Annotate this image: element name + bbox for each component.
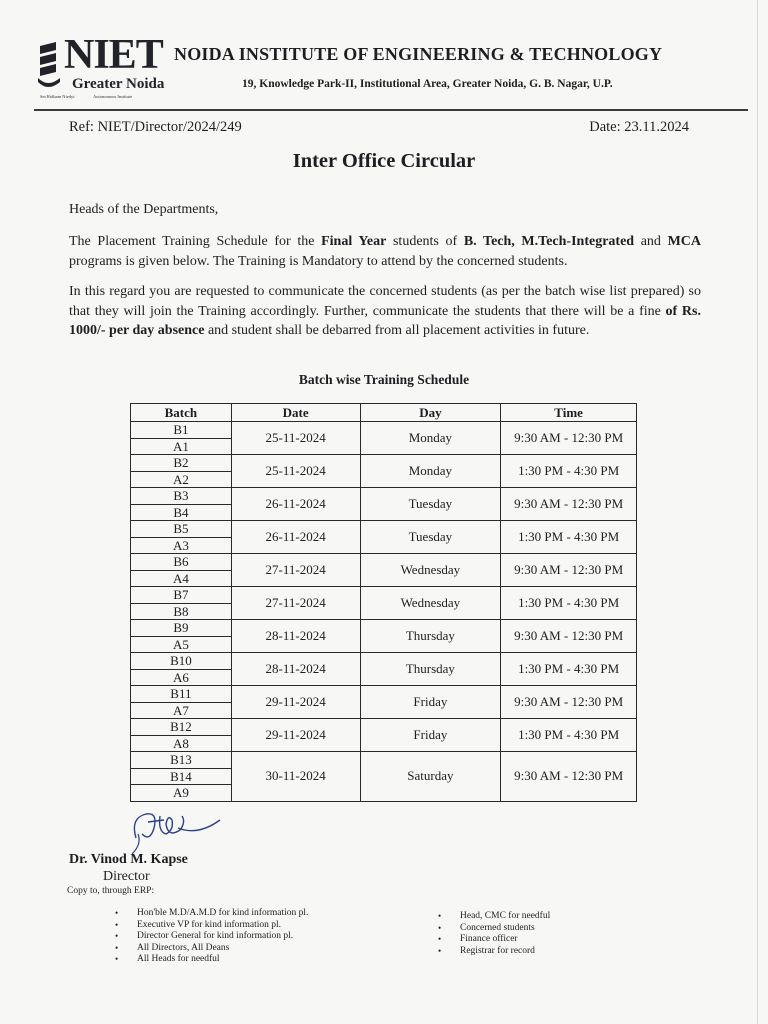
table-row bbox=[131, 752, 637, 769]
table-row bbox=[131, 653, 637, 670]
copy-list-left bbox=[115, 908, 309, 966]
copy-list-text: Finance officer bbox=[460, 934, 518, 945]
table-row bbox=[131, 686, 637, 703]
cell-day: Wednesday bbox=[360, 587, 501, 620]
cell-batch: B7 bbox=[131, 587, 232, 604]
cell-date: 29-11-2024 bbox=[231, 686, 360, 719]
cell-day: Thursday bbox=[360, 653, 501, 686]
institute-address: 19, Knowledge Park-II, Institutional Area, Greater Noida, G. B. Nagar, U.P. bbox=[242, 78, 613, 90]
cell-day: Monday bbox=[360, 422, 501, 455]
cell-time: 9:30 AM - 12:30 PM bbox=[501, 752, 637, 802]
cell-day: Monday bbox=[360, 455, 501, 488]
cell-batch: A9 bbox=[131, 785, 232, 802]
cell-day: Thursday bbox=[360, 620, 501, 653]
cell-time: 9:30 AM - 12:30 PM bbox=[501, 422, 637, 455]
cell-batch: A2 bbox=[131, 471, 232, 488]
paragraph-intro: The Placement Training Schedule for the Final Year students of B. Tech, M.Tech-Integrated and MCA programs is given below. The Training is Mandatory to attend by the concerned students. bbox=[69, 234, 702, 269]
bullet-icon: • bbox=[438, 945, 442, 956]
logo-subtitle: Greater Noida bbox=[72, 76, 165, 92]
cell-date: 26-11-2024 bbox=[231, 488, 360, 521]
bullet-icon: • bbox=[438, 911, 442, 921]
copy-list-item bbox=[115, 931, 308, 943]
bullet-icon: • bbox=[115, 919, 119, 930]
cell-batch: B14 bbox=[131, 768, 232, 785]
header-day: Day bbox=[360, 404, 501, 422]
cell-date: 28-11-2024 bbox=[231, 620, 360, 653]
cell-day: Tuesday bbox=[360, 521, 501, 554]
cell-batch: B3 bbox=[131, 488, 232, 505]
cell-batch: B10 bbox=[131, 653, 232, 670]
header-divider bbox=[34, 109, 748, 111]
table-row bbox=[131, 620, 637, 637]
cell-time: 1:30 PM - 4:30 PM bbox=[501, 455, 637, 488]
copy-list-item bbox=[115, 919, 308, 932]
cell-date: 25-11-2024 bbox=[231, 455, 360, 488]
cell-batch: B13 bbox=[131, 752, 232, 769]
copy-list-text: Concerned students bbox=[460, 922, 535, 933]
copy-list-item bbox=[115, 942, 308, 955]
table-caption: Batch wise Training Schedule bbox=[298, 372, 470, 387]
cell-batch: B11 bbox=[131, 686, 232, 703]
copy-list-right bbox=[438, 911, 551, 957]
circular-date: Date: 23.11.2024 bbox=[589, 119, 689, 135]
signatory-designation: Director bbox=[103, 869, 150, 884]
copy-to-label: Copy to, through ERP: bbox=[67, 886, 155, 896]
cell-batch: A7 bbox=[131, 702, 232, 719]
cell-date: 27-11-2024 bbox=[231, 554, 360, 587]
table-row bbox=[131, 488, 637, 505]
reference-number: Ref: NIET/Director/2024/249 bbox=[69, 119, 242, 135]
cell-time: 9:30 AM - 12:30 PM bbox=[501, 554, 637, 587]
table-row bbox=[131, 521, 637, 538]
cell-time: 9:30 AM - 12:30 PM bbox=[501, 488, 637, 521]
table-body bbox=[131, 422, 637, 802]
cell-day: Tuesday bbox=[360, 488, 501, 521]
signatory-name: Dr. Vinod M. Kapse bbox=[69, 852, 188, 867]
cell-time: 1:30 PM - 4:30 PM bbox=[501, 587, 637, 620]
cell-date: 27-11-2024 bbox=[231, 587, 360, 620]
table-row bbox=[131, 422, 637, 439]
logo-autonomous: Autonomous Institute bbox=[93, 94, 133, 99]
cell-batch: B5 bbox=[131, 521, 232, 538]
cell-day: Saturday bbox=[360, 752, 501, 802]
copy-list-text: Executive VP for kind information pl. bbox=[137, 919, 282, 930]
cell-batch: B8 bbox=[131, 603, 232, 620]
bullet-icon: • bbox=[115, 931, 119, 942]
copy-list-item bbox=[438, 945, 550, 958]
cell-batch: B12 bbox=[131, 719, 232, 736]
cell-date: 29-11-2024 bbox=[231, 719, 360, 752]
cell-date: 30-11-2024 bbox=[231, 752, 360, 802]
niet-logo bbox=[36, 32, 166, 106]
copy-list-text: All Heads for needful bbox=[137, 954, 220, 965]
copy-list-item bbox=[438, 922, 550, 935]
cell-batch: B4 bbox=[131, 504, 232, 521]
cell-date: 26-11-2024 bbox=[231, 521, 360, 554]
logo-motto: Set Ridham Niedyi bbox=[40, 94, 75, 99]
cell-batch: A3 bbox=[131, 537, 232, 554]
table-row bbox=[131, 455, 637, 472]
table-row bbox=[131, 719, 637, 736]
bullet-icon: • bbox=[115, 954, 119, 965]
header-time: Time bbox=[501, 404, 637, 422]
copy-list-text: Registrar for record bbox=[460, 945, 535, 956]
cell-time: 9:30 AM - 12:30 PM bbox=[501, 620, 637, 653]
logo-wordmark: NIET bbox=[64, 32, 163, 78]
bullet-icon: • bbox=[438, 922, 442, 933]
bullet-icon: • bbox=[115, 942, 119, 953]
cell-time: 1:30 PM - 4:30 PM bbox=[501, 653, 637, 686]
table-row bbox=[131, 587, 637, 604]
cell-time: 1:30 PM - 4:30 PM bbox=[501, 521, 637, 554]
header-batch: Batch bbox=[131, 404, 232, 422]
cell-batch: A6 bbox=[131, 669, 232, 686]
cell-time: 9:30 AM - 12:30 PM bbox=[501, 686, 637, 719]
cell-batch: A1 bbox=[131, 438, 232, 455]
cell-batch: A8 bbox=[131, 735, 232, 752]
emblem-icon bbox=[36, 42, 62, 88]
cell-date: 25-11-2024 bbox=[231, 422, 360, 455]
cell-day: Wednesday bbox=[360, 554, 501, 587]
cell-batch: B6 bbox=[131, 554, 232, 571]
cell-batch: B1 bbox=[131, 422, 232, 439]
cell-batch: A5 bbox=[131, 636, 232, 653]
institute-name: NOIDA INSTITUTE OF ENGINEERING & TECHNOLOGY bbox=[174, 44, 663, 64]
cell-date: 28-11-2024 bbox=[231, 653, 360, 686]
copy-list-item bbox=[438, 911, 551, 923]
cell-day: Friday bbox=[360, 686, 501, 719]
copy-list-text: Director General for kind information pl. bbox=[137, 931, 294, 942]
table-row bbox=[131, 554, 637, 571]
table-header-row bbox=[131, 404, 637, 422]
header-date: Date bbox=[231, 404, 360, 422]
copy-list-item bbox=[115, 908, 309, 920]
copy-list-item bbox=[438, 934, 550, 946]
bullet-icon: • bbox=[438, 934, 442, 945]
bullet-icon: • bbox=[115, 908, 119, 918]
copy-list-item bbox=[115, 954, 308, 966]
handwritten-signature bbox=[128, 808, 228, 858]
paragraph-instructions: In this regard you are requested to communicate the concerned students (as per the batch wise list prepared) so that they will join the Training accordingly. Further, communicate the students that there will be a fine of Rs. 1000/- per day absence and student shall be debarred from all placement activities in future. bbox=[69, 284, 701, 338]
cell-batch: B9 bbox=[131, 620, 232, 637]
cell-batch: B2 bbox=[131, 455, 232, 472]
cell-day: Friday bbox=[360, 719, 501, 752]
copy-list-text: Hon'ble M.D/A.M.D for kind information pl. bbox=[137, 908, 309, 918]
copy-list-text: Head, CMC for needful bbox=[460, 911, 551, 921]
cell-time: 1:30 PM - 4:30 PM bbox=[501, 719, 637, 752]
cell-batch: A4 bbox=[131, 570, 232, 587]
salutation: Heads of the Departments, bbox=[69, 202, 219, 217]
training-schedule-table bbox=[130, 403, 637, 802]
copy-list-text: All Directors, All Deans bbox=[137, 942, 230, 953]
page-title: Inter Office Circular bbox=[292, 150, 476, 172]
